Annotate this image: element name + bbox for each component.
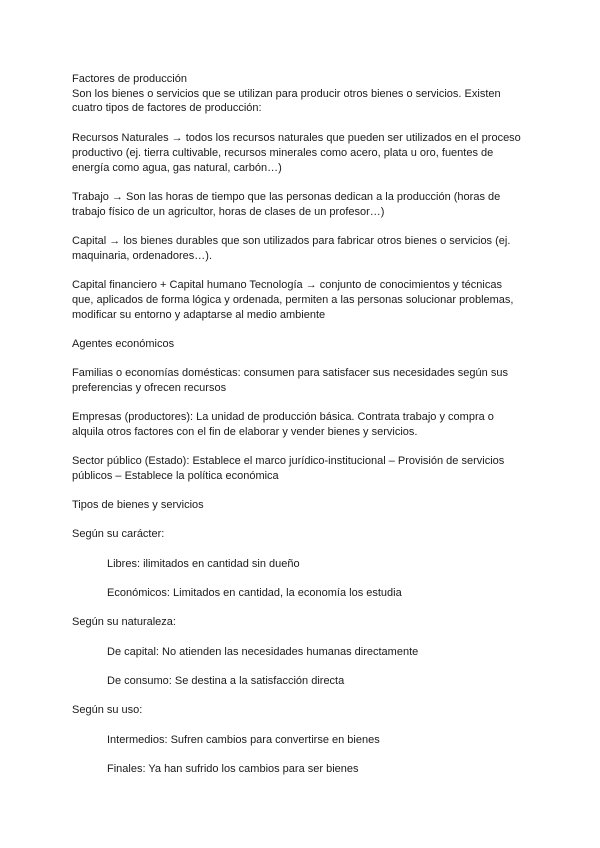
agent-companies: Empresas (productores): La unidad de producción básica. Contrata trabajo y compra o bbox=[72, 411, 494, 423]
page-title: Factores de producción bbox=[72, 73, 187, 85]
factor-labor: Trabajo → Son las horas de tiempo que las personas dedican a la producción (horas de bbox=[72, 191, 501, 203]
factor-capital: Capital → los bienes durables que son utilizados para fabricar otros bienes o servicios (ej. bbox=[72, 235, 511, 247]
agent-families: Familias o economías domésticas: consumen para satisfacer sus necesidades según sus bbox=[72, 367, 508, 379]
classification-heading: Según su uso: bbox=[72, 704, 143, 716]
factor-technology: que, aplicados de forma lógica y ordenada, permiten a las personas solucionar problemas, bbox=[72, 294, 514, 306]
agents-heading: Agentes económicos bbox=[72, 338, 175, 350]
classification-item: De capital: No atienden las necesidades humanas directamente bbox=[107, 646, 419, 658]
factor-natural-resources: energía como agua, gas natural, carbón…) bbox=[72, 162, 282, 174]
agent-companies: alquila otros factores con el fin de elaborar y vender bienes y servicios. bbox=[72, 426, 418, 438]
factor-technology: modificar su entorno y adaptarse al medio ambiente bbox=[72, 309, 326, 321]
factor-natural-resources: productivo (ej. tierra cultivable, recursos minerales como acero, plata u oro, fuentes de bbox=[72, 147, 494, 159]
classification-item: Intermedios: Sufren cambios para convertirse en bienes bbox=[107, 734, 380, 746]
agent-public-sector: Sector público (Estado): Establece el marco jurídico-institucional – Provisión de servicios bbox=[72, 455, 505, 467]
goods-heading: Tipos de bienes y servicios bbox=[72, 499, 204, 511]
classification-item: Finales: Ya han sufrido los cambios para ser bienes bbox=[107, 763, 359, 775]
agent-public-sector: públicos – Establece la política económica bbox=[72, 470, 279, 482]
classification-heading: Según su naturaleza: bbox=[72, 616, 176, 628]
factor-capital: maquinaria, ordenadores…). bbox=[72, 250, 213, 262]
factor-natural-resources: Recursos Naturales → todos los recursos naturales que pueden ser utilizados en el proceso bbox=[72, 132, 521, 144]
classification-item: Libres: ilimitados en cantidad sin dueño bbox=[107, 558, 300, 570]
classification-item: De consumo: Se destina a la satisfacción directa bbox=[107, 675, 345, 687]
intro-line: Son los bienes o servicios que se utilizan para producir otros bienes o servicios. Existen bbox=[72, 88, 501, 100]
classification-heading: Según su carácter: bbox=[72, 528, 165, 540]
intro-line: cuatro tipos de factores de producción: bbox=[72, 102, 262, 114]
classification-item: Económicos: Limitados en cantidad, la economía los estudia bbox=[107, 587, 402, 599]
factor-labor: trabajo físico de un agricultor, horas de clases de un profesor…) bbox=[72, 206, 385, 218]
agent-families: preferencias y ofrecen recursos bbox=[72, 382, 227, 394]
factor-technology: Capital financiero + Capital humano Tecnología → conjunto de conocimientos y técnicas bbox=[72, 279, 502, 291]
